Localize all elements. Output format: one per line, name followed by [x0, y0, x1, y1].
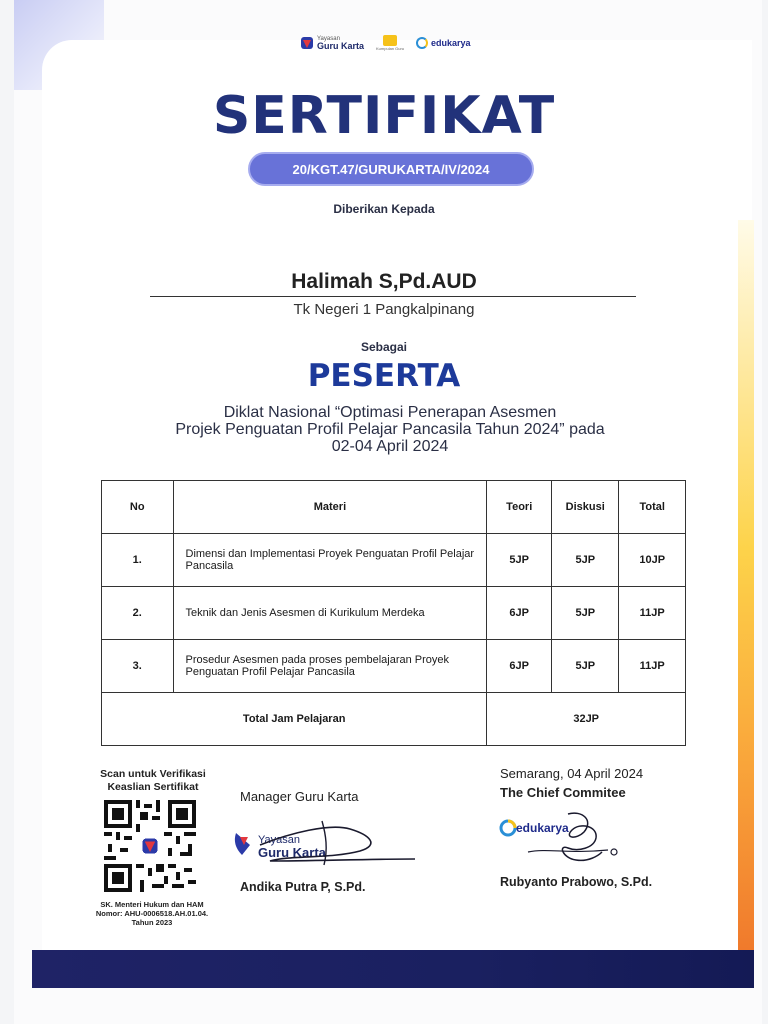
chief-title: The Chief Commitee	[500, 785, 626, 800]
header-logos	[300, 30, 471, 56]
row-diskusi: 5JP	[552, 587, 619, 640]
sk-line-1: SK. Menteri Hukum dan HAM	[100, 900, 204, 909]
certificate-number: 20/KGT.47/GURUKARTA/IV/2024	[248, 152, 534, 186]
name-underline	[150, 296, 636, 297]
row-total: 10JP	[619, 534, 686, 587]
kumpulan-guru-logo	[376, 35, 404, 51]
manager-name: Andika Putra P, S.Pd.	[240, 880, 366, 894]
legal-registration-note	[80, 900, 224, 927]
sk-line-3: Tahun 2023	[131, 918, 173, 927]
as-label: Sebagai	[360, 340, 408, 354]
table-row	[102, 640, 686, 693]
row-materi: Prosedur Asesmen pada proses pembelajaran Proyek Penguatan Profil Pelajar Pancasila	[173, 640, 487, 693]
edukarya-logo	[416, 37, 471, 49]
participant-role: PESERTA	[307, 358, 461, 394]
total-label: Total Jam Pelajaran	[102, 693, 487, 746]
recipient-school: Tk Negeri 1 Pangkalpinang	[293, 301, 475, 318]
qr-code-icon[interactable]	[104, 800, 196, 892]
description-line-2: Projek Penguatan Profil Pelajar Pancasila Tahun 2024” pada	[175, 421, 605, 438]
header-diskusi: Diskusi	[552, 481, 619, 534]
scan-verification-label	[84, 768, 222, 794]
chief-stamp-text: edukarya	[516, 821, 569, 835]
logo-yayasan-text: Yayasan	[317, 35, 340, 42]
logo-guru-karta-text: Guru Karta	[317, 40, 365, 51]
row-no: 2.	[102, 587, 174, 640]
manager-stamp-line-2: Guru Karta	[258, 845, 326, 860]
side-stripe-decoration	[738, 220, 754, 950]
table-total-row	[102, 693, 686, 746]
materials-table	[101, 480, 686, 746]
recipient-name: Halimah S,Pd.AUD	[291, 270, 477, 293]
event-description	[100, 404, 680, 455]
row-teori: 6JP	[487, 640, 552, 693]
header-teori: Teori	[487, 481, 552, 534]
manager-stamp-line-1: Yayasan	[258, 834, 300, 846]
footer-bar	[32, 950, 754, 988]
row-teori: 5JP	[487, 534, 552, 587]
edukarya-ring-icon	[416, 37, 428, 49]
table-row	[102, 587, 686, 640]
row-materi: Dimensi dan Implementasi Proyek Penguatan Profil Pelajar Pancasila	[173, 534, 487, 587]
header-total: Total	[619, 481, 686, 534]
place-and-date: Semarang, 04 April 2024	[500, 766, 644, 781]
given-to-label: Diberikan Kepada	[333, 202, 435, 216]
logo-edukarya-text: edukarya	[431, 38, 471, 48]
description-line-1: Diklat Nasional “Optimasi Penerapan Asesmen	[223, 404, 557, 421]
logo-kg-text: Kumpulan Guru	[376, 45, 405, 51]
manager-title: Manager Guru Karta	[240, 789, 359, 804]
row-total: 11JP	[619, 640, 686, 693]
row-no: 3.	[102, 640, 174, 693]
scan-label-line-2: Keaslian Sertifikat	[107, 781, 199, 793]
row-materi: Teknik dan Jenis Asesmen di Kurikulum Merdeka	[173, 587, 487, 640]
certificate-title: SERTIFIKAT	[212, 86, 556, 146]
row-no: 1.	[102, 534, 174, 587]
chief-signature-stamp	[498, 808, 628, 870]
table-header-row	[102, 481, 686, 534]
guru-karta-logo-icon	[300, 36, 314, 50]
yayasan-guru-karta-logo	[300, 36, 364, 51]
scan-label-line-1: Scan untuk Verifikasi	[100, 768, 206, 780]
row-teori: 6JP	[487, 587, 552, 640]
row-total: 11JP	[619, 587, 686, 640]
total-value: 32JP	[487, 693, 686, 746]
sk-line-2: Nomor: AHU-0006518.AH.01.04.	[95, 909, 209, 918]
header-materi: Materi	[173, 481, 487, 534]
manager-signature-stamp	[230, 815, 420, 875]
header-no: No	[102, 481, 174, 534]
row-diskusi: 5JP	[552, 640, 619, 693]
description-line-3: 02-04 April 2024	[331, 438, 449, 455]
chief-name: Rubyanto Prabowo, S.Pd.	[500, 875, 653, 889]
row-diskusi: 5JP	[552, 534, 619, 587]
table-row	[102, 534, 686, 587]
speech-bubble-icon	[383, 35, 397, 46]
